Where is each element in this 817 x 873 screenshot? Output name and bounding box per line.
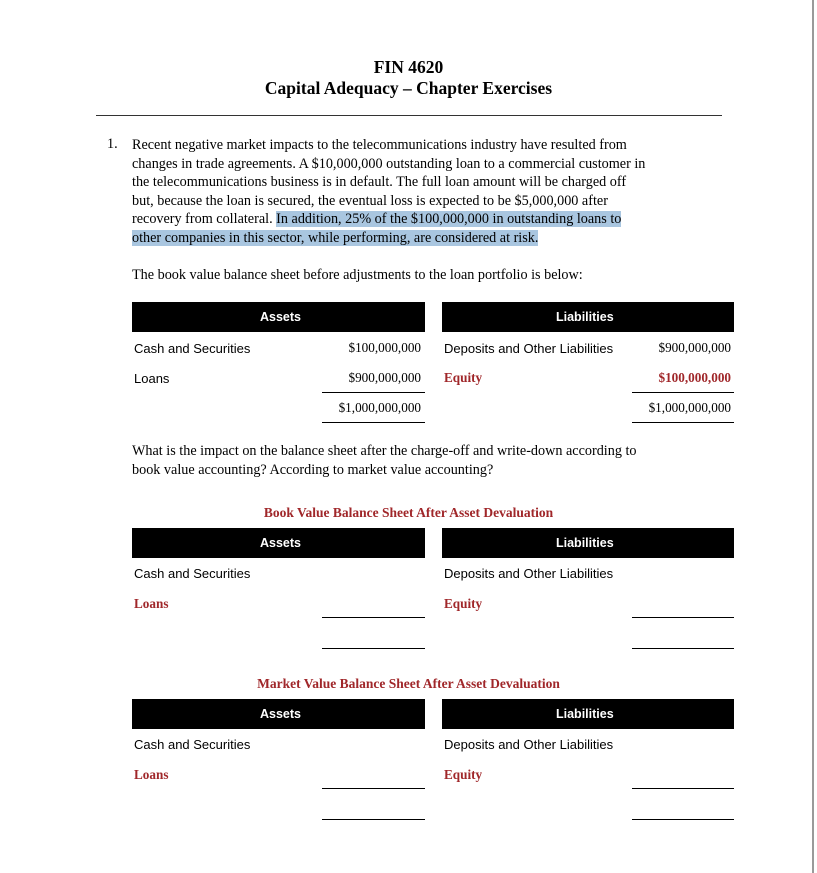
mv-equity-label: Equity [444,767,483,782]
mv-equity-answer-line [632,788,734,789]
mv-cash-label: Cash and Securities [134,737,251,752]
header-divider [96,115,722,116]
question-line-2: changes in trade agreements. A $10,000,000 outstanding loan to a commercial customer in [132,156,646,172]
equity-value: $100,000,000 [658,370,731,385]
assets-total-rule [322,422,425,423]
mv-liabilities-header: Liabilities [556,707,614,721]
intro-text: The book value balance sheet before adjustments to the loan portfolio is below: [132,267,583,283]
bv-total-assets-answer-line [322,648,425,649]
book-value-title: Book Value Balance Sheet After Asset Devaluation [263,505,554,520]
question-line-6 [132,229,732,248]
mv-total-liabilities-answer-line [632,819,734,820]
question-number: 1. [107,136,118,152]
loans-value: $900,000,000 [348,370,421,385]
question-line-5-plain: recovery from collateral. [132,211,277,227]
bv-assets-header: Assets [260,536,301,550]
liabilities-subtotal-rule [632,392,734,393]
course-title: FIN 4620 [373,57,444,77]
question-line-5 [132,210,732,229]
liabilities-header: Liabilities [556,310,614,324]
total-assets: $1,000,000,000 [338,400,421,415]
loans-label: Loans [134,371,170,386]
deposits-label: Deposits and Other Liabilities [444,341,614,356]
bv-loans-label: Loans [134,596,169,611]
assets-header-bar [132,302,425,332]
highlighted-text: In addition, 25% of the $100,000,000 in outstanding loans to [276,211,622,227]
mv-total-assets-answer-line [322,819,425,820]
mv-liabilities-header-bar [442,699,734,729]
mv-loans-answer-line [322,788,425,789]
bv-equity-label: Equity [444,596,483,611]
followup-line-2: book value accounting? According to market value accounting? [132,462,494,478]
market-value-title: Market Value Balance Sheet After Asset Devaluation [257,676,560,691]
document-subtitle: Capital Adequacy – Chapter Exercises [264,78,553,98]
mv-deposits-label: Deposits and Other Liabilities [444,737,614,752]
question-line-3: the telecommunications business is in default. The full loan amount will be charged off [132,174,627,190]
bv-cash-label: Cash and Securities [134,566,251,581]
mv-loans-label: Loans [134,767,169,782]
bv-liabilities-header-bar [442,528,734,558]
highlighted-text: other companies in this sector, while performing, are considered at risk. [132,230,539,246]
mv-assets-header: Assets [260,707,301,721]
bv-equity-answer-line [632,617,734,618]
bv-loans-answer-line [322,617,425,618]
bv-total-liabilities-answer-line [632,648,734,649]
deposits-value: $900,000,000 [658,340,731,355]
assets-header: Assets [260,310,301,324]
mv-assets-header-bar [132,699,425,729]
liabilities-header-bar [442,302,734,332]
cash-value: $100,000,000 [348,340,421,355]
bv-liabilities-header: Liabilities [556,536,614,550]
total-liabilities: $1,000,000,000 [648,400,731,415]
bv-deposits-label: Deposits and Other Liabilities [444,566,614,581]
question-line-1: Recent negative market impacts to the telecommunications industry have resulted from [132,137,627,153]
cash-label: Cash and Securities [134,341,251,356]
bv-assets-header-bar [132,528,425,558]
equity-label: Equity [444,370,483,385]
followup-line-1: What is the impact on the balance sheet after the charge-off and write-down according to [132,443,637,459]
assets-subtotal-rule [322,392,425,393]
question-line-4: but, because the loan is secured, the eventual loss is expected to be $5,000,000 after [132,193,608,209]
liabilities-total-rule [632,422,734,423]
